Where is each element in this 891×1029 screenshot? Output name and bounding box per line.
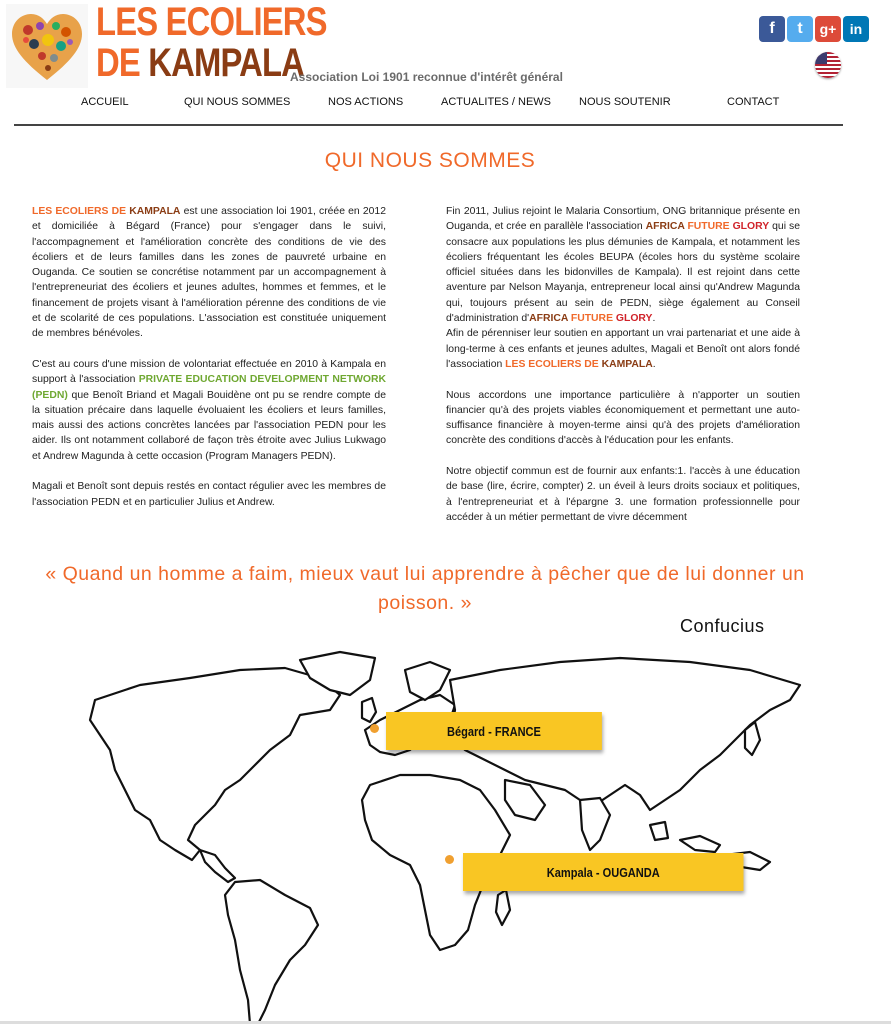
org-name-part1: LES ECOLIERS DE — [505, 358, 602, 370]
nav-contact[interactable]: CONTACT — [727, 96, 780, 108]
nav-accueil[interactable]: ACCUEIL — [81, 96, 129, 108]
left-p1-text: est une association loi 1901, créée en 2012 et domiciliée à Bégard (France) pour s'engager dans le suivi, l'accompagnement et l'amélioration concrète des conditions de vie des écoliers et de leurs familles dans les zones de pauvreté urbaine en Ouganda. Ce soutien se concrétise notamment par un accompagnement à l'entrepreneuriat des écoliers et jeunes adultes, hommes et femmes, et le financement de projets visant à l'amélioration pérenne des conditions de vie et de scolarité de ces populations. L'association est constituée uniquement de membres bénévoles. — [32, 206, 386, 340]
right-column — [446, 204, 800, 541]
nav-nous-soutenir[interactable]: NOUS SOUTENIR — [579, 96, 671, 108]
left-p2-text-b: que Benoît Briand et Magali Bouidène ont pu se rendre compte de la situation précaire dans laquelle évoluaient les écoliers et leurs familles, mais aussi des actions concrètes lancées par l'association PEDN pour les aider. Ils ont notamment collaboré de façon très étroite avec Julius Lukwago et Andrew Magunda à cette occasion (Program Managers PEDN). — [32, 389, 386, 462]
right-paragraph-2: Nous accordons une importance particulière à n'apporter un soutien financier qu'à des projets viables économiquement et permettant une auto-suffisance financière à moyen-terme ainsi qu'à des projets d'amélioration concrète des conditions d'accès à l'éducation pour les enfants. — [446, 389, 800, 447]
world-map-outline — [0, 640, 891, 1024]
afg-africa: AFRICA — [645, 221, 688, 233]
page-title: QUI NOUS SOMMES — [324, 149, 536, 172]
left-paragraph-3: Magali et Benoît sont depuis restés en contact régulier avec les membres de l'association PEDN et en particulier Julius et Andrew. — [32, 481, 386, 508]
site-title-line1: LES ECOLIERS — [96, 0, 327, 44]
left-paragraph-1 — [32, 204, 386, 342]
logo-heart[interactable] — [6, 4, 88, 88]
label-france[interactable]: Bégard - FRANCE — [386, 712, 602, 750]
facebook-icon[interactable]: f — [759, 16, 785, 42]
right-p1-text-e: . — [652, 358, 656, 370]
afg-glory: GLORY — [732, 221, 770, 233]
label-uganda[interactable]: Kampala - OUGANDA — [463, 853, 744, 891]
nav-actualites[interactable]: ACTUALITES / NEWS — [441, 96, 552, 108]
nav-nos-actions[interactable]: NOS ACTIONS — [328, 96, 404, 108]
right-paragraph-1b — [446, 326, 800, 372]
social-links — [759, 16, 869, 42]
afg-future: FUTURE — [570, 313, 616, 325]
googleplus-icon[interactable]: g+ — [815, 16, 841, 42]
quote: « Quand un homme a faim, mieux vaut lui apprendre à pêcher que de lui donner un poisson. » — [45, 563, 805, 614]
site-title-de: DE — [96, 41, 149, 85]
right-p1-text-c: . — [652, 313, 656, 325]
left-paragraph-2 — [32, 357, 386, 464]
afg-africa: AFRICA — [529, 313, 571, 325]
right-p1-text-a: Fin 2011, Julius rejoint le Malaria Consortium, ONG britannique présente en Ouganda, et crée en parallèle l'association — [446, 206, 800, 233]
nav-qui-nous-sommes[interactable]: QUI NOUS SOMMES — [184, 96, 291, 108]
afg-future: FUTURE — [687, 221, 733, 233]
france-marker-icon[interactable] — [370, 724, 379, 733]
site-title-kampala: KAMPALA — [148, 41, 305, 85]
main-nav — [14, 96, 843, 126]
pedn-name: PRIVATE EDUCATION DEVELOPMENT NETWORK (PEDN) — [32, 374, 386, 401]
uganda-marker-icon[interactable] — [445, 855, 454, 864]
org-name-part1: LES ECOLIERS DE — [32, 206, 130, 217]
left-column — [32, 204, 386, 525]
world-map — [0, 640, 891, 1024]
afg-glory: GLORY — [615, 313, 653, 325]
us-flag-icon[interactable] — [815, 52, 841, 78]
org-name-part2: KAMPALA — [601, 358, 653, 370]
right-p1-text-d: Afin de pérenniser leur soutien en apportant un vrai partenariat et une aide à long-terme à ces enfants et jeunes adultes, Magali et Benoît ont alors fondé l'association — [446, 328, 800, 370]
right-paragraph-1 — [446, 204, 800, 326]
right-paragraph-3: Notre objectif commun est de fournir aux enfants:1. l'accès à une éducation de base (lire, écrire, compter) 2. un éveil à leurs droits sociaux et politiques, à l'entrepreneuriat et à l'épargne 3. une formation professionnelle pour accéder à un métier permettant de vivre décemment — [446, 466, 800, 523]
tagline: Association Loi 1901 reconnue d'intérêt général — [290, 70, 563, 84]
left-p2-text-a: C'est au cours d'une mission de volontariat effectuée en 2010 à Kampala en support à l'association — [32, 358, 386, 386]
org-name-part2: KAMPALA — [129, 206, 181, 217]
twitter-icon[interactable]: t — [787, 16, 813, 42]
quote-author: Confucius — [680, 616, 765, 636]
right-p1-text-b: qui se consacre aux populations les plus démunies de Kampala, et notamment les écoliers fréquentant les écoles BEUPA (écoles hors du système scolaire officiel situées dans les bidonvilles de Kampala). Il est rejoint dans cette aventure par Nelson Mayanja, entrepreneur local ainsi qu'Andrew Magunda qui, toujours présent au sein de PEDN, siège également au Conseil d'administration d' — [446, 221, 800, 325]
linkedin-icon[interactable]: in — [843, 16, 869, 42]
